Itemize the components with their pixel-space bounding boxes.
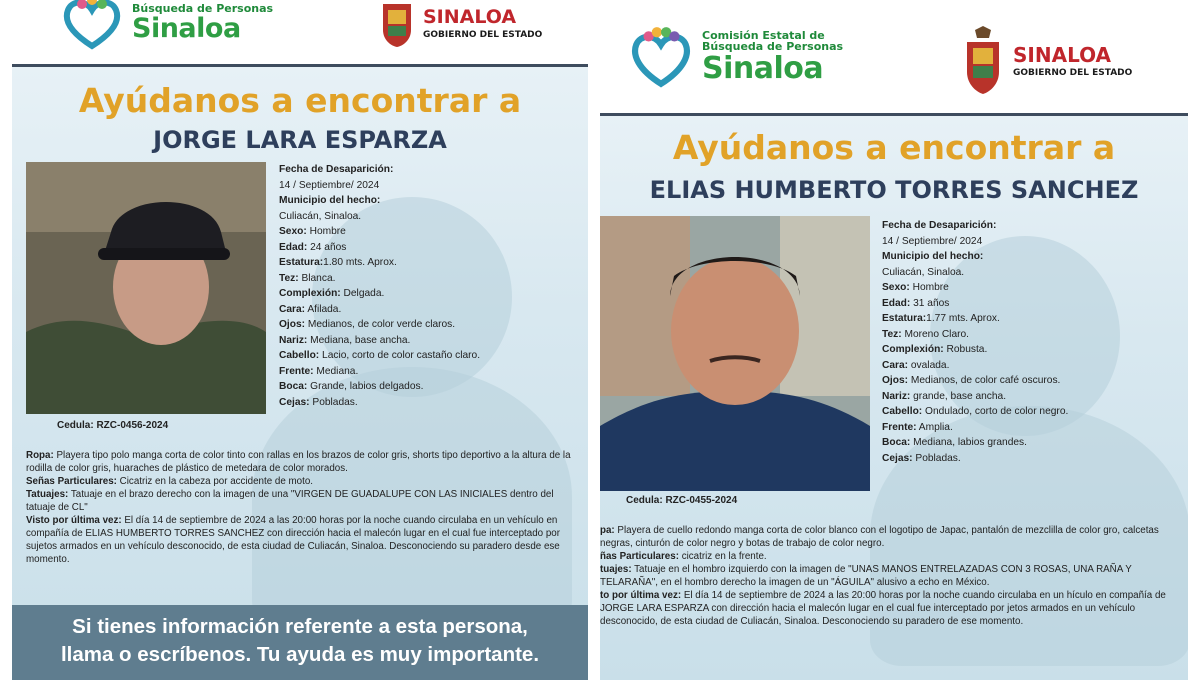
- heart-people-icon: [60, 0, 124, 52]
- fact-label: Ojos:: [279, 319, 306, 330]
- physical-description: [279, 162, 579, 410]
- fact-label: Cejas:: [882, 452, 913, 464]
- comision-logo: [628, 24, 843, 90]
- fact-label: Municipio del hecho:: [279, 195, 381, 206]
- fact-label: Cabello:: [882, 406, 923, 417]
- person-photo: [600, 216, 870, 491]
- detail-label: to por última vez:: [600, 590, 682, 601]
- logo-title: Sinaloa: [132, 12, 241, 44]
- flyer-header: [600, 0, 1188, 116]
- detail-value: Tatuaje en el brazo derecho con la imagen de una "VIRGEN DE GUADALUPE CON LAS INICIALES dentro del tatuaje de CL": [26, 489, 554, 513]
- detail-label: Ropa:: [26, 450, 54, 461]
- detail-value: El día 14 de septiembre de 2024 a las 20:00 horas por la noche cuando circulaba en un vehículo en compañía de ELIAS HUMBERTO TORRES SANCHEZ con dirección hacia el malecón lugar en el cual fue interceptado por sujetos armados en un vehículo desconocido, de esta ciudad de Culiacán, Sinaloa. Desconociendo su paradero desde ese momento.: [26, 515, 561, 565]
- flyer-header: [12, 0, 588, 66]
- fact-label: Fecha de Desaparición:: [279, 164, 394, 175]
- fact-value: Hombre: [306, 226, 346, 237]
- fact-label: Cara:: [882, 359, 909, 371]
- fact-label: Frente:: [882, 421, 917, 433]
- state-seal-icon: [963, 26, 1003, 96]
- fact-label: Boca:: [882, 437, 911, 448]
- fact-value: Grande, labios delgados.: [307, 381, 424, 392]
- detail-label: Tatuajes:: [26, 489, 69, 500]
- detail-label: Visto por última vez:: [26, 515, 122, 526]
- logo-title: Sinaloa: [702, 50, 824, 86]
- fact-value: 1.80 mts. Aprox.: [323, 257, 397, 268]
- fact-value: Mediana, base ancha.: [307, 334, 411, 346]
- flyer-body: [600, 116, 1188, 680]
- fact-label: Frente:: [279, 365, 314, 377]
- fact-value: 14 / Septiembre/ 2024: [279, 179, 380, 191]
- person-name: ELIAS HUMBERTO TORRES SANCHEZ: [649, 176, 1139, 204]
- fact-value: Culiacán, Sinaloa.: [279, 210, 362, 222]
- fact-value: Moreno Claro.: [901, 328, 970, 340]
- gov-name: SINALOA: [423, 6, 517, 28]
- fact-value: ovalada.: [908, 359, 950, 371]
- detail-value: Cicatriz en la cabeza por accidente de moto.: [116, 476, 313, 487]
- logo-subtitle: Búsqueda de Personas: [132, 2, 274, 16]
- fact-label: Estatura:: [279, 257, 324, 268]
- fact-value: Mediana.: [313, 365, 359, 377]
- person-photo: [26, 162, 266, 414]
- gobierno-logo: [963, 26, 1132, 96]
- fact-label: Cabello:: [279, 350, 320, 361]
- detail-label: tuajes:: [600, 564, 632, 575]
- state-seal-icon: [379, 0, 415, 48]
- fact-value: Amplia.: [916, 421, 953, 433]
- fact-value: 1.77 mts. Aprox.: [926, 313, 1000, 324]
- fact-value: Lacio, corto de color castaño claro.: [319, 350, 481, 361]
- fact-label: Ojos:: [882, 375, 909, 386]
- fact-value: Mediana, labios grandes.: [910, 437, 1027, 448]
- fact-value: 14 / Septiembre/ 2024: [882, 235, 983, 247]
- heart-people-icon: [628, 24, 694, 90]
- headline: Ayúdanos a encontrar a: [672, 128, 1116, 167]
- fact-value: Pobladas.: [912, 452, 961, 464]
- gov-name: SINALOA: [1013, 42, 1112, 67]
- detail-value: El día 14 de septiembre de 2024 a las 20:00 horas por la noche cuando circulaba en un hículo en compañía de JORGE LARA ESPARZA con dirección hacia el malecón lugar en el cual fue interceptado por jetos armados en un vehículo desconocido, de esta ciudad de Culiacán, Sinaloa. Desconociendo su paradero de ese momento.: [600, 590, 1166, 627]
- fact-label: Sexo:: [279, 226, 307, 237]
- logo-subtitle: Búsqueda de Personas: [702, 40, 844, 54]
- fact-label: Nariz:: [882, 390, 911, 402]
- physical-description: [882, 218, 1182, 466]
- person-name: JORGE LARA ESPARZA: [153, 126, 447, 154]
- gov-subtitle: GOBIERNO DEL ESTADO: [1013, 67, 1133, 78]
- fact-label: Complexión:: [882, 344, 944, 355]
- fact-label: Municipio del hecho:: [882, 251, 984, 262]
- fact-label: Cara:: [279, 303, 306, 315]
- fact-value: Ondulado, corto de color negro.: [922, 406, 1069, 417]
- logo-subtitle: Comisión Estatal de: [702, 28, 825, 42]
- fact-label: Fecha de Desaparición:: [882, 220, 997, 231]
- fact-label: Edad:: [882, 297, 911, 309]
- fact-label: Complexión:: [279, 288, 341, 299]
- banner-line: Si tienes información referente a esta persona,: [72, 615, 528, 638]
- detail-value: Tatuaje en el hombro izquierdo con la imagen de "UNAS MANOS ENTRELAZADAS CON 3 ROSAS, UNA RAÑA Y TELARAÑA", en el hombro derecho la imagen de un "ÁGUILA" alusivo a echo en México.: [600, 564, 1132, 588]
- cedula-number: Cedula: RZC-0455-2024: [626, 495, 738, 506]
- fact-label: Cejas:: [279, 396, 310, 408]
- fact-label: Sexo:: [882, 282, 910, 293]
- fact-value: Culiacán, Sinaloa.: [882, 266, 965, 278]
- fact-label: Tez:: [279, 272, 299, 284]
- comision-logo: [60, 0, 273, 52]
- fact-value: 31 años: [910, 297, 950, 309]
- detail-value: cicatriz en la frente.: [678, 551, 767, 562]
- detail-label: Señas Particulares:: [26, 476, 117, 487]
- case-details: [26, 449, 578, 566]
- fact-value: Blanca.: [298, 272, 336, 284]
- fact-value: grande, base ancha.: [910, 390, 1007, 402]
- fact-label: Nariz:: [279, 334, 308, 346]
- case-details: [600, 524, 1186, 628]
- fact-value: Robusta.: [943, 344, 988, 355]
- gov-subtitle: GOBIERNO DEL ESTADO: [423, 30, 543, 40]
- fact-label: Boca:: [279, 381, 308, 392]
- fact-value: Afilada.: [305, 303, 342, 315]
- fact-value: Hombre: [909, 282, 949, 293]
- fact-label: Estatura:: [882, 313, 927, 324]
- flyer-body: [12, 67, 588, 680]
- help-banner: [12, 605, 588, 680]
- detail-value: Playera tipo polo manga corta de color tinto con rallas en los brazos de color gris, shorts tipo deportivo a la altura de la rodilla de color gris, huaraches de plástico de metedara de color morados.: [26, 450, 571, 474]
- fact-value: Delgada.: [340, 288, 385, 299]
- gobierno-logo: [379, 0, 542, 48]
- flyer-elias-humberto-torres-sanchez: [600, 0, 1188, 680]
- headline: Ayúdanos a encontrar a: [78, 81, 522, 120]
- cedula-number: Cedula: RZC-0456-2024: [57, 420, 169, 431]
- banner-line: llama o escríbenos. Tu ayuda es muy importante.: [60, 643, 540, 666]
- detail-label: pa:: [600, 525, 615, 536]
- fact-label: Tez:: [882, 328, 902, 340]
- fact-value: Medianos, de color café oscuros.: [908, 375, 1061, 386]
- detail-label: ñas Particulares:: [600, 551, 679, 562]
- fact-label: Edad:: [279, 241, 308, 253]
- fact-value: Medianos, de color verde claros.: [305, 319, 456, 330]
- flyer-jorge-lara-esparza: [12, 0, 588, 680]
- fact-value: 24 años: [307, 241, 347, 253]
- detail-value: Playera de cuello redondo manga corta de color blanco con el logotipo de Japac, pantalón de mezclilla de color gro, calcetas negras, cinturón de color negro y botas de trabajo de color negro.: [600, 525, 1159, 549]
- fact-value: Pobladas.: [309, 396, 358, 408]
